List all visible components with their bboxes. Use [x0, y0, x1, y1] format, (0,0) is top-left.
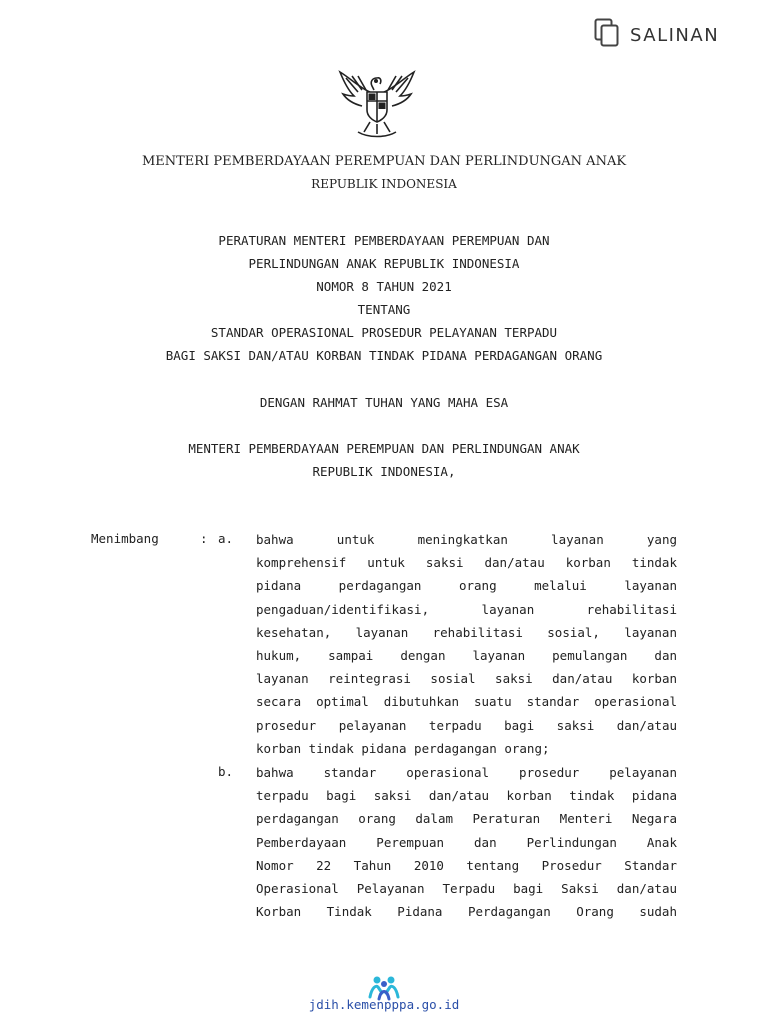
copy-icon	[594, 18, 620, 52]
item-b-line: Operasional Pelayanan Terpadu bagi Saksi dan/atau	[256, 881, 677, 897]
considering-label: Menimbang	[91, 531, 159, 546]
item-a-line: bahwa untuk meningkatkan layanan yang	[256, 532, 677, 547]
item-b-line: perdagangan orang dalam Peraturan Menteri Negara	[256, 811, 677, 827]
item-a-line: kesehatan, layanan rehabilitasi sosial, layanan	[256, 624, 677, 640]
regulation-number: NOMOR 8 TAHUN 2021	[316, 279, 452, 294]
regulation-about: TENTANG	[357, 302, 411, 317]
item-a-line: pidana perdagangan orang melalui layanan	[256, 578, 677, 594]
item-b-line: bahwa standar operasional prosedur pelayanan	[256, 765, 677, 780]
item-b-marker: b.	[218, 764, 234, 779]
regulation-title-line2: PERLINDUNGAN ANAK REPUBLIK INDONESIA	[248, 256, 520, 271]
invocation: DENGAN RAHMAT TUHAN YANG MAHA ESA	[259, 395, 509, 410]
item-b-line: Nomor 22 Tahun 2010 tentang Prosedur Standar	[256, 857, 677, 873]
footer-url[interactable]: jdih.kemenpppa.go.id	[308, 997, 460, 1012]
item-b-body	[256, 761, 677, 923]
item-a-line: layanan reintegrasi sosial saksi dan/atau korban	[256, 671, 677, 687]
item-a-body	[256, 528, 677, 760]
considering-colon: :	[200, 531, 208, 546]
regulation-title-line1: PERATURAN MENTERI PEMBERDAYAAN PEREMPUAN DAN	[218, 233, 550, 248]
item-a-line: komprehensif untuk saksi dan/atau korban tindak	[256, 555, 677, 571]
salinan-label: SALINAN	[630, 24, 720, 46]
garuda-emblem-icon	[334, 68, 420, 140]
item-b-line: Pemberdayaan Perempuan dan Perlindungan Anak	[256, 834, 677, 850]
salinan-stamp	[594, 18, 719, 52]
item-a-marker: a.	[218, 531, 234, 546]
regulation-subject-line2: BAGI SAKSI DAN/ATAU KORBAN TINDAK PIDANA PERDAGANGAN ORANG	[165, 348, 603, 363]
item-a-line: secara optimal dibutuhkan suatu standar operasional	[256, 694, 677, 710]
item-a-line: hukum, sampai dengan layanan pemulangan dan	[256, 648, 677, 664]
item-a-line: pengaduan/identifikasi, layanan rehabilitasi	[256, 601, 677, 617]
regulation-subject-line1: STANDAR OPERASIONAL PROSEDUR PELAYANAN TERPADU	[210, 325, 558, 340]
item-b-line: Korban Tindak Pidana Perdagangan Orang sudah	[256, 904, 677, 920]
minister-country: REPUBLIK INDONESIA,	[312, 464, 456, 479]
issuer-title: MENTERI PEMBERDAYAAN PEREMPUAN DAN PERLINDUNGAN ANAK	[141, 154, 627, 169]
item-b-line: terpadu bagi saksi dan/atau korban tindak pidana	[256, 788, 677, 804]
issuer-country: REPUBLIK INDONESIA	[311, 177, 457, 191]
minister-title: MENTERI PEMBERDAYAAN PEREMPUAN DAN PERLINDUNGAN ANAK	[188, 441, 580, 456]
item-a-line: prosedur pelayanan terpadu bagi saksi dan/atau	[256, 717, 677, 733]
item-a-line: korban tindak pidana perdagangan orang;	[256, 740, 550, 756]
